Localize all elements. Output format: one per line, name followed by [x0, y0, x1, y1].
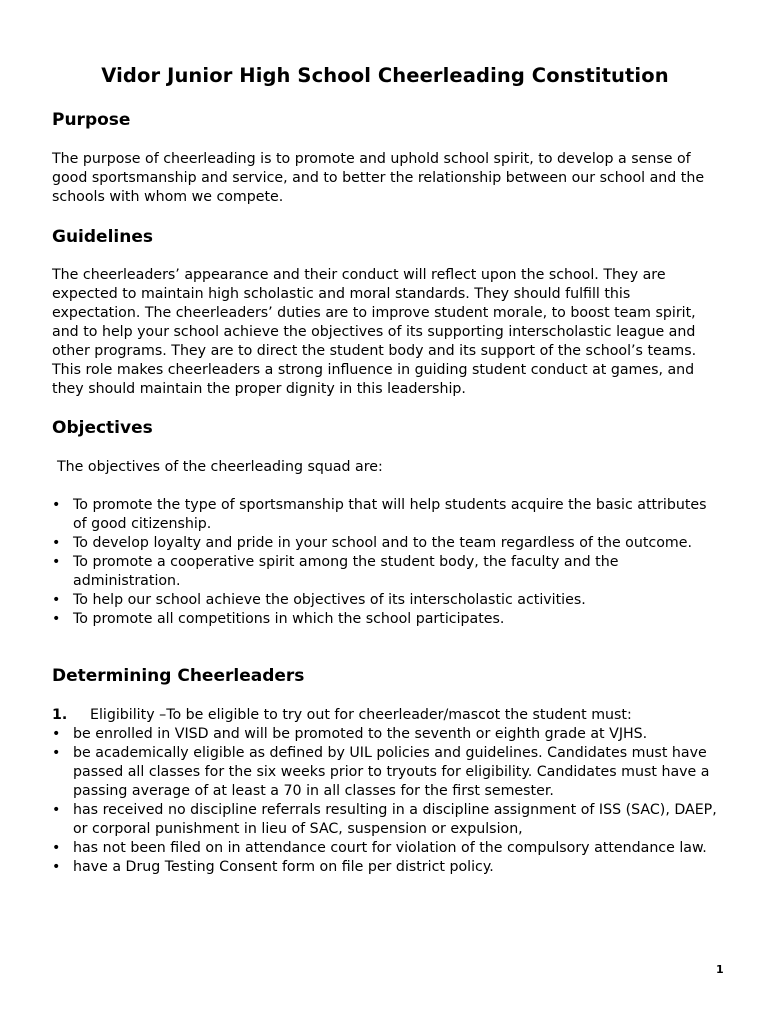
page-number: 1 [716, 963, 724, 976]
list-item-text: To help our school achieve the objectives of its interscholastic activities. [73, 592, 586, 608]
bullet-icon: • [52, 497, 61, 513]
eligibility-text: Eligibility –To be eligible to try out for cheerleader/mascot the student must: [90, 707, 632, 723]
bullet-icon: • [52, 611, 61, 627]
guidelines-paragraph: The cheerleaders’ appearance and their conduct will reflect upon the school. They are expected to maintain high scholastic and moral standards. They should fulfill this expectation. The cheerleaders’ duties are to improve student morale, to boost team spirit, and to help your school achieve the objectives of its supporting interscholastic league and other programs. They are to direct the student body and its support of the school’s teams. This role makes cheerleaders a strong influence in guiding student conduct at games, and they should maintain the proper dignity in this leadership. [52, 267, 697, 397]
list-item-text: be academically eligible as defined by UIL policies and guidelines. Candidates must have passed all classes for the six weeks prior to tryouts for eligibility. Candidates must have a passing average of at least a 70 in all classes for the first semester. [73, 745, 710, 799]
bullet-icon: • [52, 726, 61, 742]
list-item [52, 610, 722, 629]
purpose-paragraph: The purpose of cheerleading is to promote and uphold school spirit, to develop a sense of good sportsmanship and service, and to better the relationship between our school and the schools with whom we compete. [52, 151, 705, 205]
list-item-text: To promote all competitions in which the school participates. [73, 611, 505, 627]
list-item-text: To develop loyalty and pride in your school and to the team regardless of the outcome. [73, 535, 692, 551]
eligibility-line [52, 706, 722, 725]
list-item [52, 744, 722, 801]
determining-cheerleaders-heading: Determining Cheerleaders [52, 666, 305, 686]
bullet-icon: • [52, 554, 61, 570]
bullet-icon: • [52, 802, 61, 818]
bullet-icon: • [52, 592, 61, 608]
objectives-list [52, 496, 722, 629]
bullet-icon: • [52, 535, 61, 551]
list-item [52, 858, 722, 877]
list-item [52, 839, 722, 858]
guidelines-heading: Guidelines [52, 227, 153, 247]
list-item [52, 725, 722, 744]
list-item-text: To promote a cooperative spirit among the student body, the faculty and the administration. [73, 554, 619, 589]
list-item [52, 496, 722, 534]
list-item-text: has not been filed on in attendance court for violation of the compulsory attendance law. [73, 840, 707, 856]
list-item-text: To promote the type of sportsmanship that will help students acquire the basic attributes of good citizenship. [73, 497, 707, 532]
list-item [52, 534, 722, 553]
list-item-text: has received no discipline referrals resulting in a discipline assignment of ISS (SAC), DAEP, or corporal punishment in lieu of SAC, suspension or expulsion, [73, 802, 717, 837]
list-item [52, 591, 722, 610]
bullet-icon: • [52, 745, 61, 761]
bullet-icon: • [52, 859, 61, 875]
list-item [52, 553, 722, 591]
eligibility-list [52, 725, 722, 877]
list-item-text: be enrolled in VISD and will be promoted to the seventh or eighth grade at VJHS. [73, 726, 648, 742]
document-title: Vidor Junior High School Cheerleading Constitution [101, 64, 669, 87]
eligibility-number: 1. [52, 707, 68, 723]
objectives-intro: The objectives of the cheerleading squad are: [57, 459, 383, 475]
objectives-heading: Objectives [52, 418, 153, 438]
purpose-heading: Purpose [52, 110, 131, 130]
list-item-text: have a Drug Testing Consent form on file per district policy. [73, 859, 494, 875]
bullet-icon: • [52, 840, 61, 856]
list-item [52, 801, 722, 839]
